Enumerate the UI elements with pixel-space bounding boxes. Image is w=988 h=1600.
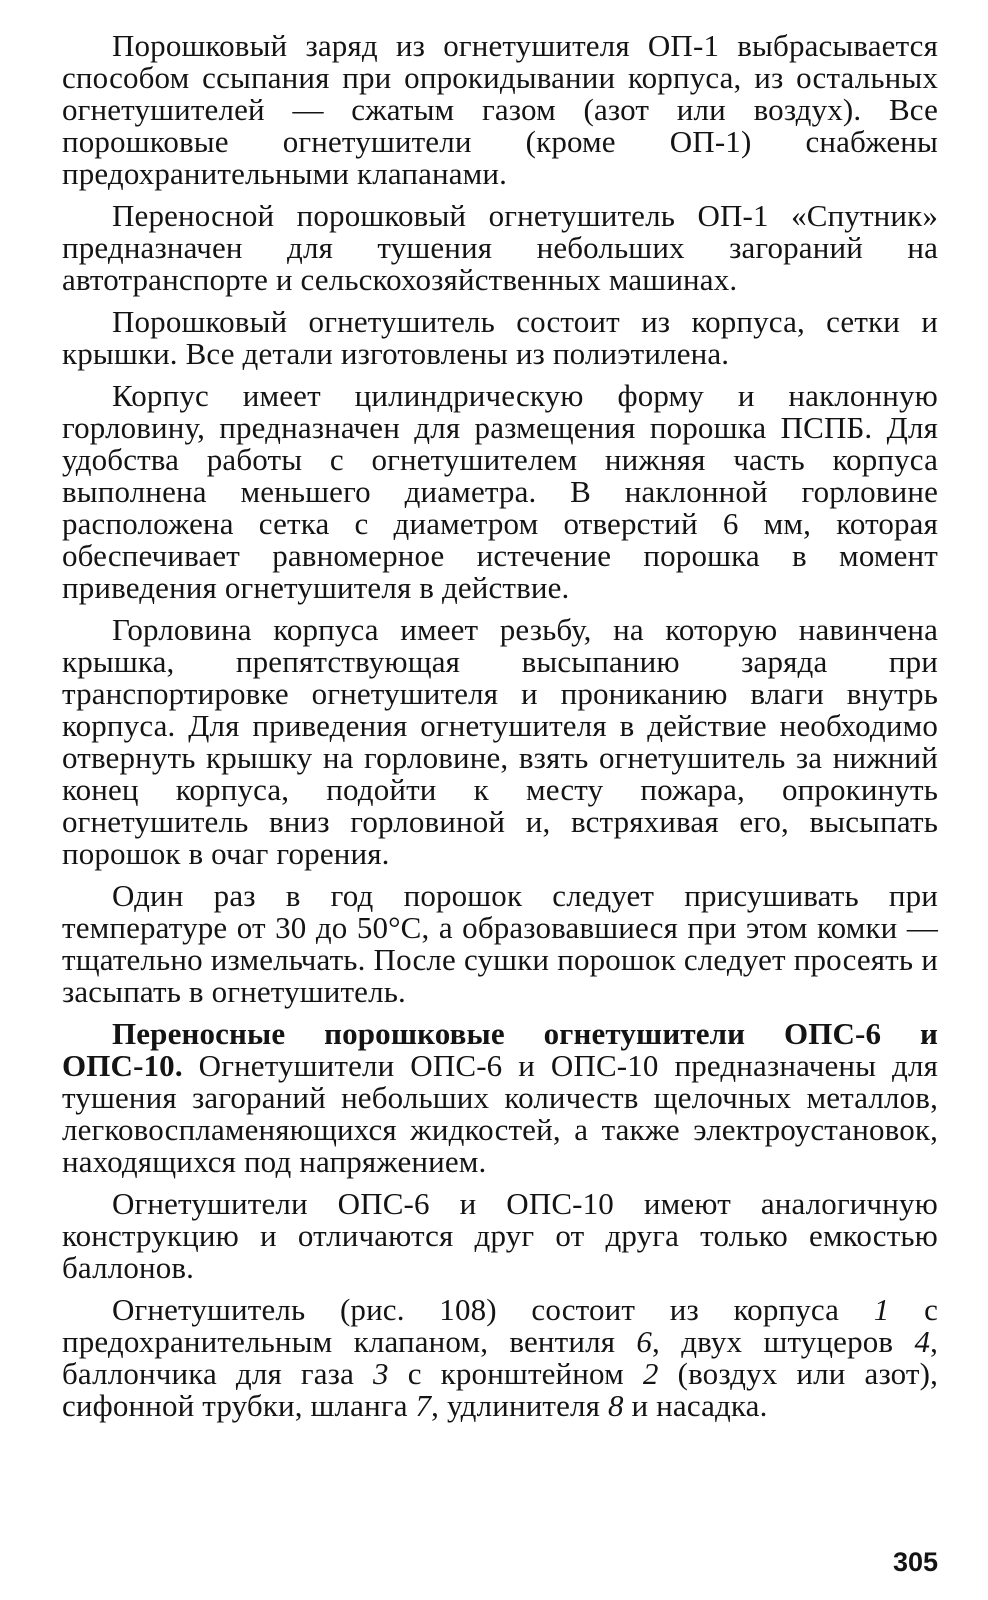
section-heading: Переносные порошковые огнетушители ОПС-6 и ОПС-10. [62, 1016, 938, 1083]
text-run: и насадка. [623, 1388, 768, 1423]
paragraph-figure-108-parts [62, 1294, 938, 1422]
text-run: с кронштейном [388, 1356, 643, 1391]
part-number: 8 [607, 1388, 624, 1423]
part-number: 6 [636, 1324, 653, 1359]
part-number: 4 [914, 1324, 931, 1359]
paragraph-op1-components: Порошковый огнетушитель состоит из корпуса, сетки и крышки. Все детали изготовлены из полиэтилена. [62, 304, 938, 371]
paragraph-ops-section [62, 1018, 938, 1178]
text-run: (воздух или азот), сифонной трубки, шланга [62, 1356, 938, 1423]
paragraph-op1-sputnik: Переносной порошковый огнетушитель ОП-1 «Спутник» предназначен для тушения небольших загораний на автотранспорте и сельскохозяйственных машинах. [62, 198, 938, 297]
text-run: , удлинителя [431, 1388, 608, 1423]
page-number: 305 [892, 1547, 938, 1577]
text-run: с предохранительным клапаном, вентиля [62, 1292, 938, 1359]
part-number: 7 [415, 1388, 432, 1423]
part-number: 3 [373, 1356, 389, 1391]
text-run: , двух штуцеров [652, 1324, 915, 1359]
part-number: 1 [873, 1292, 890, 1327]
part-number: 2 [642, 1356, 659, 1391]
paragraph-powder-discharge: Порошковый заряд из огнетушителя ОП-1 выбрасывается способом ссыпания при опрокидывании корпуса, из остальных огнетушителей — сжатым газом (азот или воздух). Все порошковые огнетушители (кроме ОП-1) снабжены предохранительными клапанами. [62, 28, 938, 191]
text-run: Огнетушитель (рис. 108) состоит из корпуса [112, 1292, 874, 1327]
paragraph-neck-operation: Горловина корпуса имеет резьбу, на которую навинчена крышка, препятствующая высыпанию заряда при транспортировке огнетушителя и прониканию влаги внутрь корпуса. Для приведения огнетушителя в действие необходимо отвернуть крышку на горловине, взять огнетушитель за нижний конец корпуса, подойти к месту пожара, опрокинуть огнетушитель вниз горловиной и, встряхивая его, высыпать порошок в очаг горения. [62, 612, 938, 871]
section-text: Огнетушители ОПС-6 и ОПС-10 предназначены для тушения загораний небольших количеств щелочных металлов, легковоспламеняющихся жидкостей, а также электроустановок, находящихся под напряжением. [62, 1048, 938, 1179]
paragraph-body-description: Корпус имеет цилиндрическую форму и наклонную горловину, предназначен для размещения порошка ПСПБ. Для удобства работы с огнетушителем нижняя часть корпуса выполнена меньшего диаметра. В наклонной горловине расположена сетка с диаметром отверстий 6 мм, которая обеспечивает равномерное истечение порошка в момент приведения огнетушителя в действие. [62, 378, 938, 605]
paragraph-powder-drying: Один раз в год порошок следует присушивать при температуре от 30 до 50°С, а образовавшиеся при этом комки — тщательно измельчать. После сушки порошок следует просеять и засыпать в огнетушитель. [62, 878, 938, 1009]
text-run: , баллончика для газа [62, 1324, 938, 1391]
book-page [62, 30, 938, 1590]
paragraph-ops-construction: Огнетушители ОПС-6 и ОПС-10 имеют аналогичную конструкцию и отличаются друг от друга только емкостью баллонов. [62, 1186, 938, 1285]
